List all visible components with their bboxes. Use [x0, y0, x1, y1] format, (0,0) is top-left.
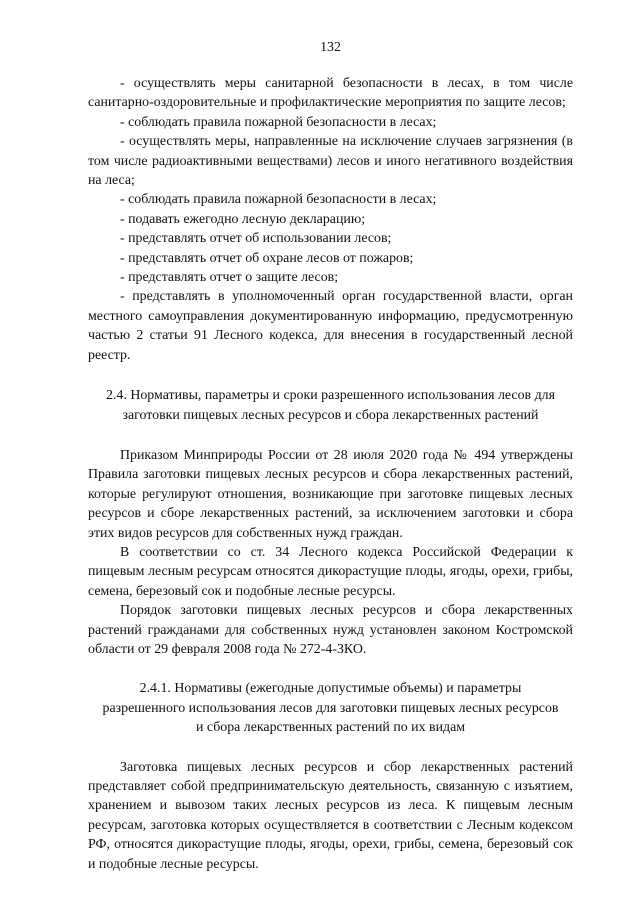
section-2-4-body: [88, 446, 573, 659]
page-number: 132: [320, 40, 341, 55]
list-item: - представлять в уполномоченный орган государственной власти, орган местного самоуправления документированную информацию, предусмотренную частью 2 статьи 91 Лесного кодекса, для внесения в государственный лесной реестр.: [88, 289, 573, 363]
list-item: - представлять отчет об охране лесов от пожаров;: [120, 250, 414, 266]
paragraph: Заготовка пищевых лесных ресурсов и сбор лекарственных растений представляет собой предпринимательскую деятельность, связанную с изъятием, хранением и вывозом таких лесных ресурсов из леса. К пищевым лесным ресурсам, заготовка которых осуществляется в соответствии с Лесным кодексом РФ, относятся дикорастущие плоды, ягоды, орехи, грибы, семена, березовый сок и подобные лесные ресурсы.: [88, 759, 573, 872]
paragraph: Приказом Минприроды России от 28 июля 2020 года № 494 утверждены Правила заготовки пищевых лесных ресурсов и сбора лекарственных растений, которые регулируют отношения, возникающие при заготовке пищевых лесных ресурсов и сборе лекарственных растений, за исключением заготовки и сбора этих видов ресурсов для собственных нужд граждан.: [88, 447, 573, 541]
list-item: - соблюдать правила пожарной безопасности в лесах;: [120, 192, 437, 208]
paragraph: В соответствии со ст. 34 Лесного кодекса Российской Федерации к пищевым лесным ресурсам относятся дикорастущие плоды, ягоды, орехи, грибы, семена, березовый сок и подобные лесные ресурсы.: [88, 544, 573, 599]
list-item: - представлять отчет о защите лесов;: [120, 270, 339, 286]
section-2-4-1-body: [88, 758, 573, 874]
list-item: - осуществлять меры санитарной безопасности в лесах, в том числе санитарно-оздоровительные и профилактические мероприятия по защите лесов;: [88, 76, 573, 111]
obligations-list: [88, 74, 573, 365]
list-item: - подавать ежегодно лесную декларацию;: [120, 211, 366, 227]
section-heading-2-4: 2.4. Нормативы, параметры и сроки разрешенного использования лесов для заготовки пищевых лесных ресурсов и сбора лекарственных растений: [106, 388, 555, 423]
list-item: - представлять отчет об использовании лесов;: [120, 231, 392, 247]
list-item: - соблюдать правила пожарной безопасности в лесах;: [120, 114, 437, 130]
section-heading-2-4-1: 2.4.1. Нормативы (ежегодные допустимые объемы) и параметры разрешенного использования лесов для заготовки пищевых лесных ресурсов и сбора лекарственных растений по их видам: [102, 681, 559, 736]
list-item: - осуществлять меры, направленные на исключение случаев загрязнения (в том числе радиоактивными веществами) лесов и иного негативного воздействия на леса;: [88, 134, 573, 189]
paragraph: Порядок заготовки пищевых лесных ресурсов и сбора лекарственных растений гражданами для собственных нужд установлен законом Костромской области от 29 февраля 2008 года № 272-4-ЗКО.: [88, 603, 573, 657]
